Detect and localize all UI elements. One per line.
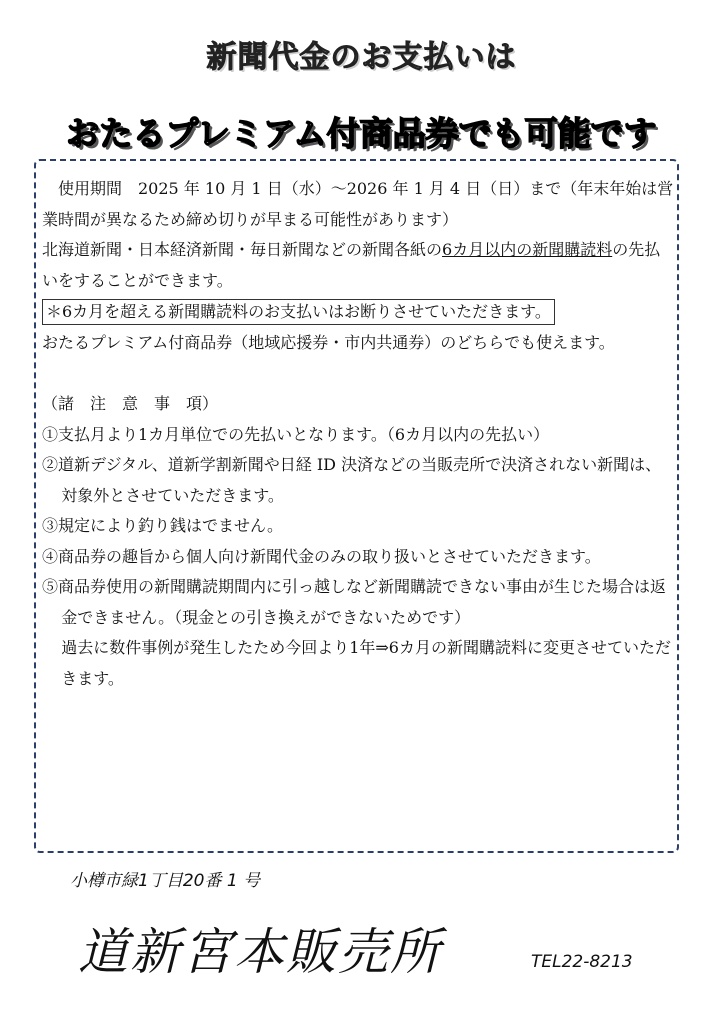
refusal-boxed-text: ＊6カ月を超える新聞購読料のお支払いはお断りさせていただきます。 — [42, 299, 555, 325]
shop-address: 小樽市緑1丁目20番 1 号 — [70, 871, 261, 891]
note-item-2: ②道新デジタル、道新学割新聞や日経 ID 決済などの当販売所で決済されない新聞は、対象外とさせていただきます。 — [42, 455, 662, 505]
newspapers-text-after: の先払いをすることができます。 — [42, 240, 661, 290]
newspapers-text-before: 北海道新聞・日本経済新聞・毎日新聞などの新聞各紙の — [42, 240, 443, 259]
note-item-3: ③規定により釣り銭はでません。 — [42, 516, 283, 535]
spacer — [42, 359, 674, 390]
headline-line-1: 新聞代金のお支払いは — [206, 40, 517, 75]
shop-phone: TEL22-8213 — [531, 952, 633, 972]
refusal-line — [42, 296, 674, 328]
note-item-4: ④商品券の趣旨から個人向け新聞代金のみの取り扱いとさせていただきます。 — [42, 546, 601, 566]
newspapers-text-underlined: 6カ月以内の新聞購読料 — [442, 240, 613, 259]
voucher-types-text: おたるプレミアム付商品券（地域応援券・市内共通券）のどちらでも使えます。 — [42, 333, 615, 352]
notice-body — [42, 174, 674, 694]
note-item-1: ①支払月より1カ月単位での先払いとなります。（6カ月以内の先払い） — [42, 424, 550, 444]
usage-period-text: 使用期間 2025 年 10 月 1 日（水）～2026 年 1 月 4 日（日）まで（年末年始は営業時間が異なるため締め切りが早まる可能性があります） — [42, 179, 674, 229]
shop-name: 道新宮本販売所 — [78, 923, 442, 981]
headline-line-2: おたるプレミアム付商品券でも可能です — [66, 114, 657, 153]
notes-heading: （諸 注 意 事 項） — [42, 394, 219, 413]
note-item-5-continuation: 過去に数件事例が発生したため今回より1年⇒6カ月の新聞購読料に変更させていただきます。 — [61, 638, 671, 688]
newspapers-text — [42, 235, 674, 296]
note-item-5: ⑤商品券使用の新聞購読期間内に引っ越しなど新聞購読できない事由が生じた場合は返金できません。（現金との引き換えができないためです） — [42, 577, 667, 627]
